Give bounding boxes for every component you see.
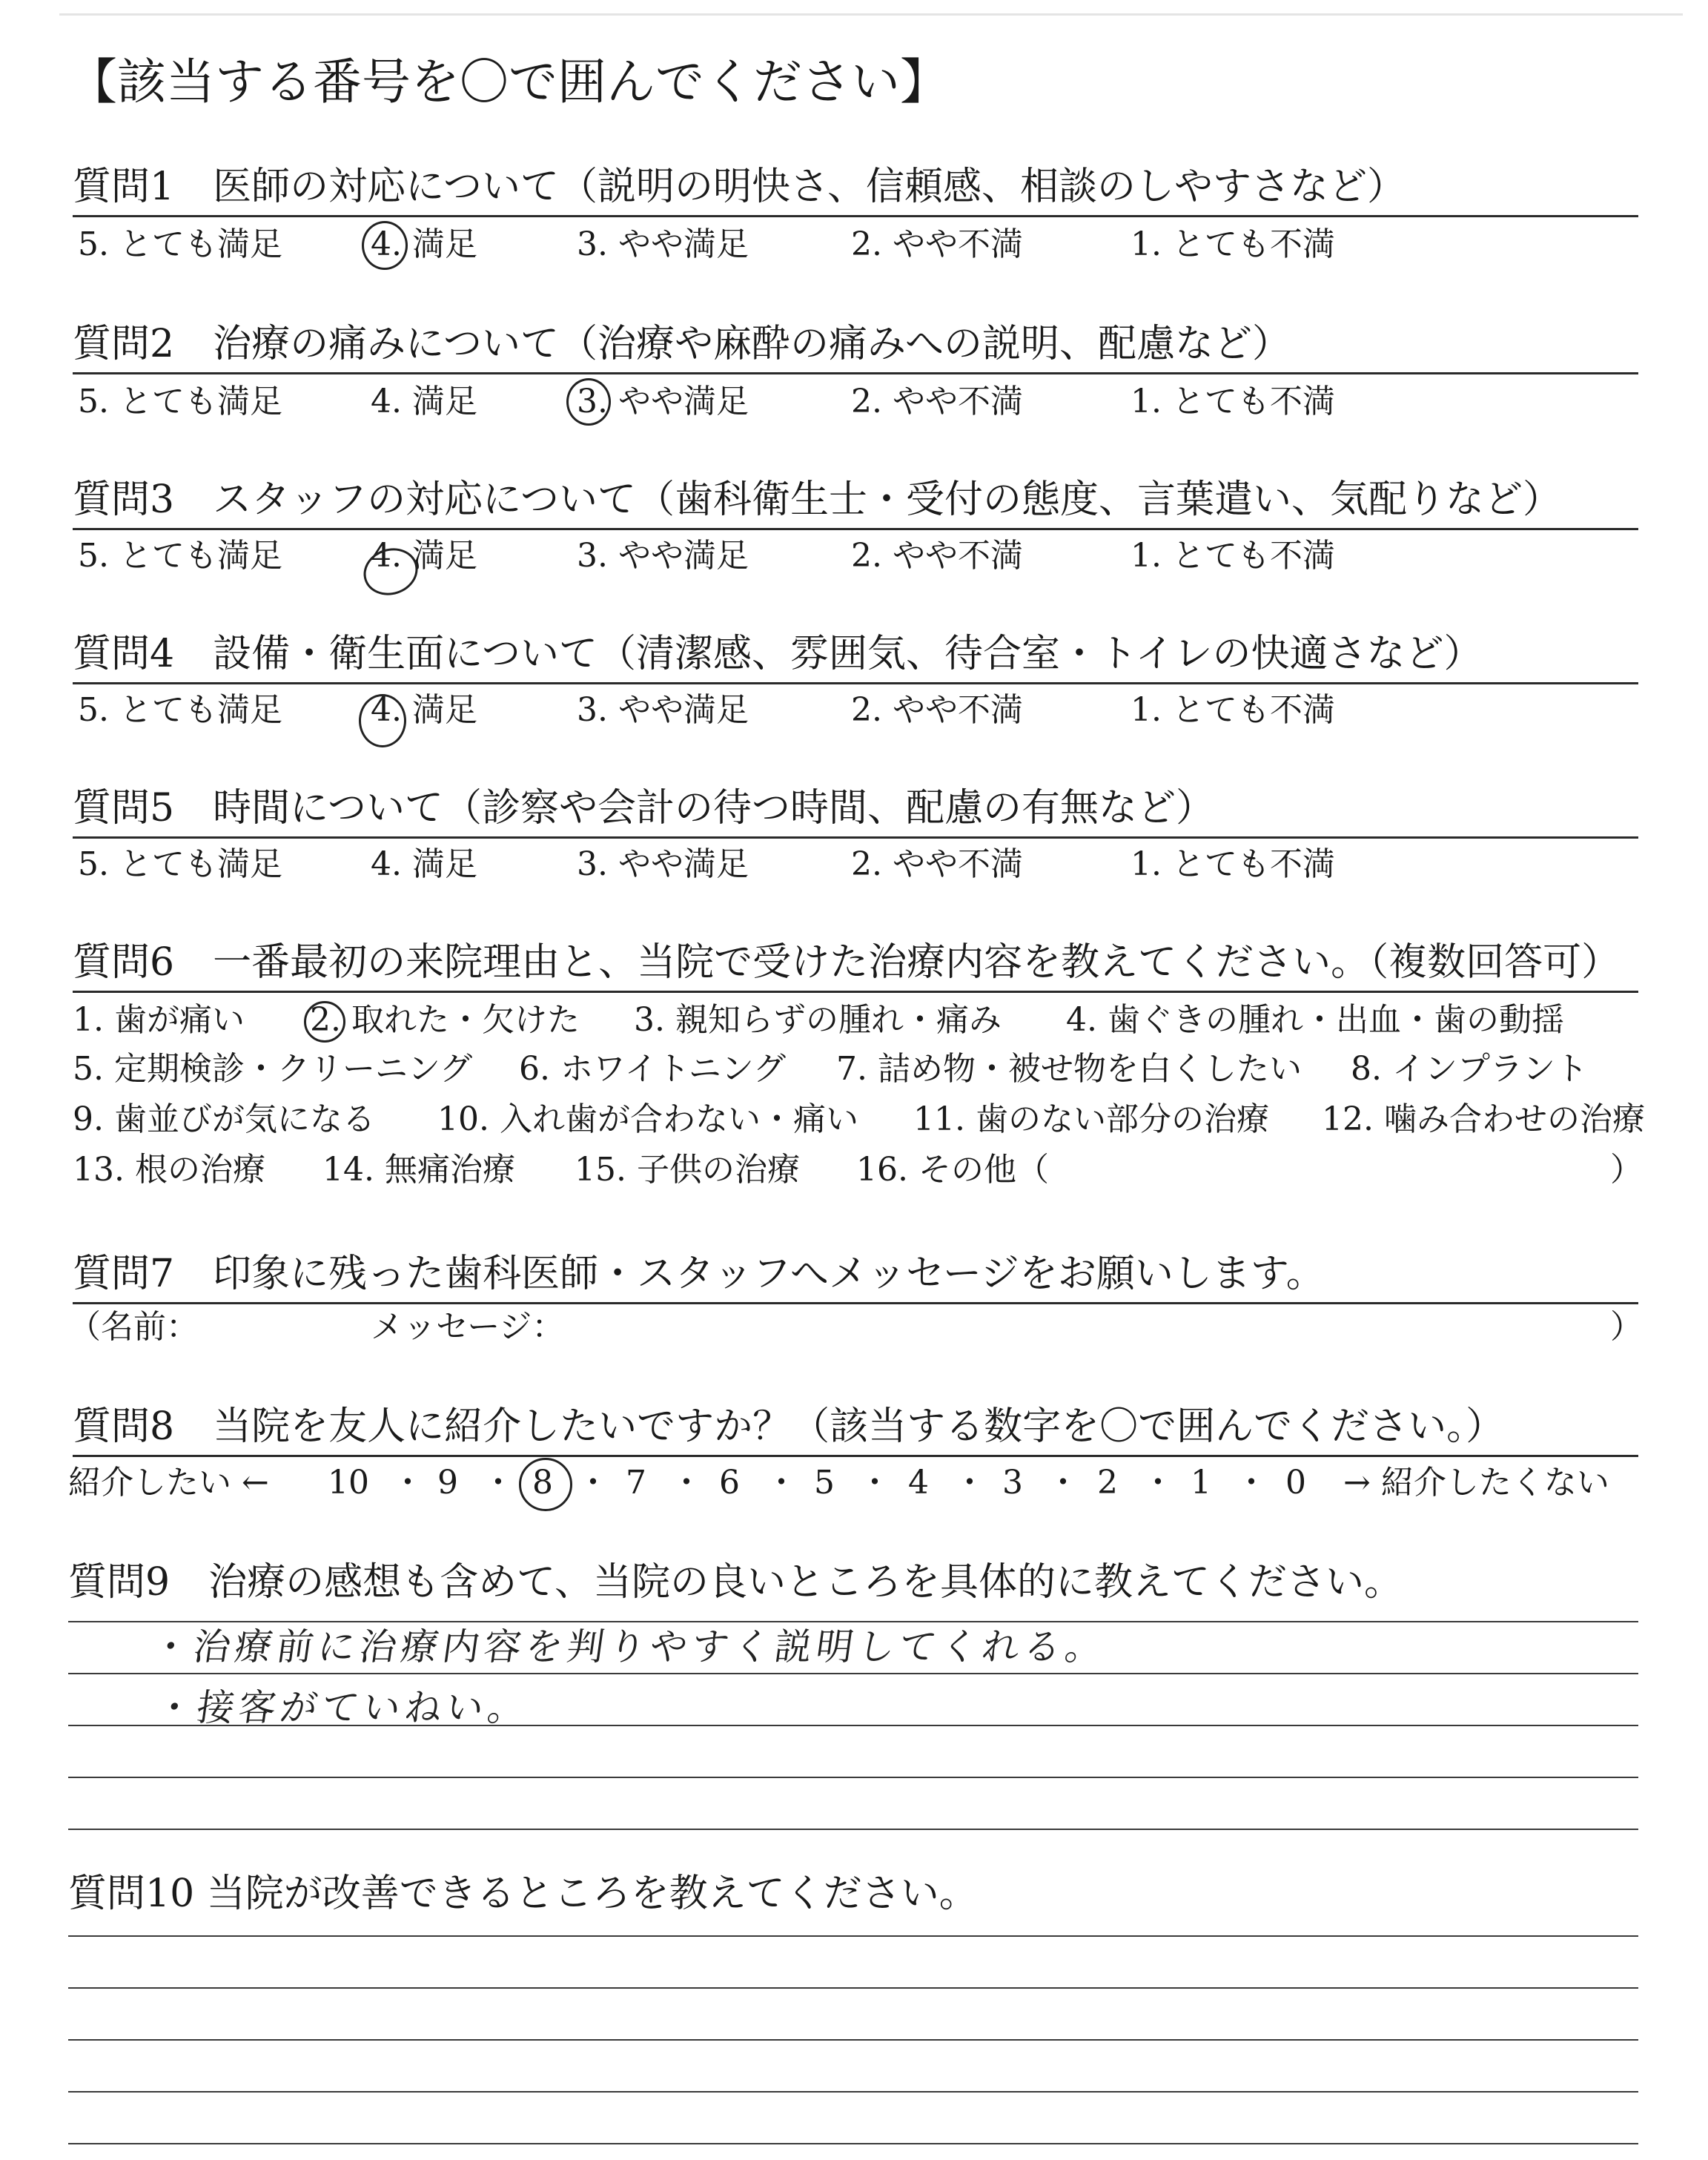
q7-name-label: （名前： [68, 1308, 199, 1346]
q5-option-5[interactable]: 5. とても満足 [78, 845, 282, 883]
q8-scale-2[interactable]: 2 [1097, 1464, 1118, 1502]
q6-option-8[interactable]: 8. インプラント [1351, 1050, 1588, 1088]
q4-option-4[interactable]: 4. 満足 [371, 691, 477, 729]
q10-line [68, 1987, 1638, 1989]
q4-title: 質問4 設備・衛生面について（清潔感、雰囲気、待合室・トイレの快適さなど） [73, 632, 1483, 676]
q8-scale-dot: ・ [1235, 1464, 1268, 1502]
q8-scale-3[interactable]: 3 [1002, 1464, 1023, 1502]
q6-option-12[interactable]: 12. 噛み合わせの治療 [1322, 1100, 1645, 1138]
q2-option-3[interactable]: 3. やや満足 [577, 383, 749, 420]
q9-line [68, 1777, 1638, 1778]
q2-hand-circle-mark [566, 378, 611, 426]
q9-line [68, 1621, 1638, 1622]
q6-title: 質問6 一番最初の来院理由と、当院で受けた治療内容を教えてください。（複数回答可） [73, 940, 1621, 985]
q6-option-6[interactable]: 6. ホワイトニング [519, 1050, 787, 1088]
q5-option-4[interactable]: 4. 満足 [371, 845, 477, 883]
q4-option-2[interactable]: 2. やや不満 [851, 691, 1023, 729]
q6-option-15[interactable]: 15. 子供の治療 [575, 1151, 800, 1189]
q1-option-1[interactable]: 1. とても不満 [1131, 225, 1335, 263]
q6-option-3[interactable]: 3. 親知らずの腫れ・痛み [634, 1001, 1002, 1039]
q6-option-14[interactable]: 14. 無痛治療 [322, 1151, 515, 1189]
q1-hand-circle-mark [362, 221, 408, 270]
q2-option-2[interactable]: 2. やや不満 [851, 383, 1023, 420]
q5-option-2[interactable]: 2. やや不満 [851, 845, 1023, 883]
q10-line [68, 2143, 1638, 2144]
q7-message-label: メッセージ： [371, 1308, 565, 1346]
q8-scale-6[interactable]: 6 [719, 1464, 740, 1502]
q5-rule [73, 836, 1638, 839]
q10-line [68, 2091, 1638, 2093]
q7-title: 質問7 印象に残った歯科医師・スタッフへメッセージをお願いします。 [73, 1252, 1325, 1296]
q7-rule [73, 1302, 1638, 1304]
q7-close-paren: ） [1610, 1308, 1643, 1346]
q8-scale-dot: ・ [482, 1464, 514, 1502]
q6-option-1[interactable]: 1. 歯が痛い [73, 1001, 245, 1039]
q8-scale-9[interactable]: 9 [437, 1464, 458, 1502]
q8-left-label: 紹介したい ← [68, 1464, 269, 1502]
q4-rule [73, 682, 1638, 684]
q8-scale-5[interactable]: 5 [814, 1464, 835, 1502]
q6-option-4[interactable]: 4. 歯ぐきの腫れ・出血・歯の動揺 [1066, 1001, 1564, 1039]
q4-hand-circle-mark [359, 694, 406, 747]
q8-scale-1[interactable]: 1 [1191, 1464, 1211, 1502]
q1-title: 質問1 医師の対応について（説明の明快さ、信頼感、相談のしやすさなど） [73, 165, 1406, 209]
q2-title: 質問2 治療の痛みについて（治療や麻酔の痛みへの説明、配慮など） [73, 322, 1291, 366]
q1-option-4[interactable]: 4. 満足 [371, 225, 477, 263]
q8-scale-dot: ・ [953, 1464, 986, 1502]
q4-option-1[interactable]: 1. とても不満 [1131, 691, 1335, 729]
q10-line [68, 2039, 1638, 2041]
q1-rule [73, 215, 1638, 217]
q8-scale-7[interactable]: 7 [626, 1464, 646, 1502]
q6-option-11[interactable]: 11. 歯のない部分の治療 [913, 1100, 1269, 1138]
q3-option-3[interactable]: 3. やや満足 [577, 537, 749, 575]
q3-option-1[interactable]: 1. とても不満 [1131, 537, 1335, 575]
q8-scale-0[interactable]: 0 [1285, 1464, 1306, 1502]
q5-option-1[interactable]: 1. とても不満 [1131, 845, 1335, 883]
q8-scale-dot: ・ [1047, 1464, 1079, 1502]
q6-option-5[interactable]: 5. 定期検診・クリーニング [73, 1050, 473, 1088]
q4-option-5[interactable]: 5. とても満足 [78, 691, 282, 729]
q8-title: 質問8 当院を友人に紹介したいですか？（該当する数字を〇で囲んでください。） [73, 1404, 1505, 1449]
q6-close-paren: ） [1610, 1151, 1643, 1189]
q8-scale-dot: ・ [1142, 1464, 1174, 1502]
q5-option-3[interactable]: 3. やや満足 [577, 845, 749, 883]
q2-option-5[interactable]: 5. とても満足 [78, 383, 282, 420]
q9-handwritten-answer: ・治療前に治療内容を判りやすく説明してくれる。 [148, 1625, 1110, 1668]
q8-scale-4[interactable]: 4 [908, 1464, 929, 1502]
q9-title: 質問9 治療の感想も含めて、当院の良いところを具体的に教えてください。 [68, 1560, 1403, 1605]
q6-option-16[interactable]: 16. その他（ [856, 1151, 1049, 1189]
q4-option-3[interactable]: 3. やや満足 [577, 691, 749, 729]
scan-top-edge [59, 13, 1683, 16]
q8-scale-10[interactable]: 10 [328, 1464, 369, 1502]
q1-option-5[interactable]: 5. とても満足 [78, 225, 282, 263]
q9-handwritten-answer: ・接客がていねい。 [152, 1686, 533, 1729]
q10-line [68, 1935, 1638, 1937]
q2-option-4[interactable]: 4. 満足 [371, 383, 477, 420]
q3-option-5[interactable]: 5. とても満足 [78, 537, 282, 575]
q8-hand-circle-mark [519, 1458, 572, 1511]
q8-scale-dot: ・ [670, 1464, 703, 1502]
q8-scale-8[interactable]: 8 [532, 1464, 553, 1502]
q3-title: 質問3 スタッフの対応について（歯科衛生士・受付の態度、言葉遣い、気配りなど） [73, 478, 1562, 522]
q3-rule [73, 528, 1638, 530]
q8-right-label: → 紹介したくない [1343, 1464, 1609, 1502]
q6-option-9[interactable]: 9. 歯並びが気になる [73, 1100, 375, 1138]
q8-scale-dot: ・ [391, 1464, 424, 1502]
q10-title: 質問10 当院が改善できるところを教えてください。 [68, 1872, 978, 1916]
q6-hand-circle-mark [304, 1001, 345, 1043]
q6-option-13[interactable]: 13. 根の治療 [73, 1151, 265, 1189]
q8-scale-dot: ・ [765, 1464, 798, 1502]
q2-rule [73, 372, 1638, 374]
q5-title: 質問5 時間について（診察や会計の待つ時間、配慮の有無など） [73, 786, 1215, 830]
q6-option-10[interactable]: 10. 入れ歯が合わない・痛い [437, 1100, 858, 1138]
q3-option-2[interactable]: 2. やや不満 [851, 537, 1023, 575]
q1-option-2[interactable]: 2. やや不満 [851, 225, 1023, 263]
q8-rule [73, 1455, 1638, 1457]
q6-rule [73, 991, 1638, 993]
q1-option-3[interactable]: 3. やや満足 [577, 225, 749, 263]
q9-line [68, 1829, 1638, 1830]
q6-option-2[interactable]: 2. 取れた・欠けた [310, 1001, 580, 1039]
q9-line [68, 1673, 1638, 1674]
q6-option-7[interactable]: 7. 詰め物・被せ物を白くしたい [836, 1050, 1302, 1088]
q8-scale-dot: ・ [858, 1464, 891, 1502]
page-heading: 【該当する番号を〇で囲んでください】 [68, 53, 949, 110]
q8-scale-dot: ・ [577, 1464, 609, 1502]
q2-option-1[interactable]: 1. とても不満 [1131, 383, 1335, 420]
q3-option-4[interactable]: 4. 満足 [371, 537, 477, 575]
